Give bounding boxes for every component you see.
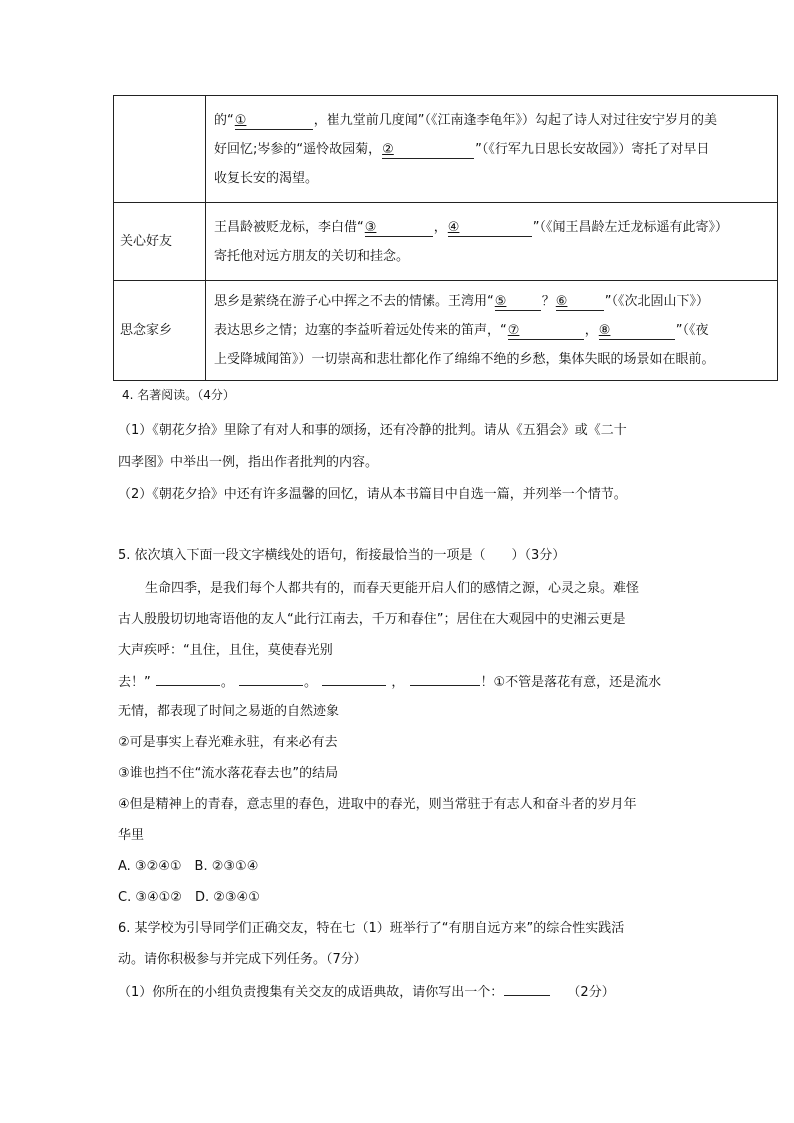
q4-part2: （2）《朝花夕拾》中还有许多温馨的回忆，请从本书篇目中自选一篇，并列举一个情节。 [118, 487, 627, 502]
row-line: 表达思乡之情；边塞的李益听着远处传来的笛声，“⑦ ，⑧ ”（《夜 [214, 323, 709, 338]
q5-passage-line: 无情，都表现了时间之易逝的自然迹象 [118, 704, 340, 719]
row-line: 思乡是萦绕在游子心中挥之不去的情愫。王湾用“⑤ ？⑥ ”（《次北固山下》） [214, 294, 710, 309]
q4-part1-line2: 四孝图》中举出一例，指出作者批判的内容。 [118, 455, 379, 470]
poetry-table [113, 95, 778, 381]
row-content [206, 281, 778, 381]
table-row [114, 203, 778, 281]
q5-option-sentence: ④但是精神上的青春，意志里的春色，进取中的春光，则当常驻于有志人和奋斗者的岁月年 [118, 797, 637, 812]
row-content [206, 203, 778, 281]
row-line: 王昌龄被贬龙标，李白借“③ ，④ ”（《闻王昌龄左迁龙标遥有此寄》） [214, 219, 729, 235]
q6-part1: （1）你所在的小组负责搜集有关交友的成语典故，请你写出一个： （2分） [118, 979, 615, 1000]
q5-choices-ab: A. ③②④① B. ②③①④ [118, 859, 259, 874]
answer-blank-q6[interactable] [504, 979, 550, 996]
q5-option-sentence: ②可是事实上春光难永驻，有来必有去 [118, 735, 338, 750]
answer-blank-7[interactable]: ⑦ [508, 323, 584, 340]
row-label: 思念家乡 [114, 281, 206, 381]
answer-blank-q5-4[interactable] [410, 669, 480, 686]
q5-title: 5. 依次填入下面一段文字横线处的语句，衔接最恰当的一项是（ ）（3分） [118, 548, 566, 563]
q5-blank-line: 去！” 。 。 ， ！①不管是落花有意，还是流水 [118, 669, 661, 690]
q5-option-sentence: ③谁也挡不住“流水落花春去也”的结局 [118, 766, 339, 781]
answer-blank-2[interactable]: ② [382, 142, 474, 159]
q5-passage-line: 生命四季，是我们每个人都共有的，而春天更能开启人们的感情之源，心灵之泉。难怪 [145, 581, 640, 596]
row-label [114, 96, 206, 203]
answer-blank-6[interactable]: ⑥ [556, 294, 604, 311]
row-line: 上受降城闻笛》）一切崇高和悲壮都化作了绵绵不绝的乡愁，集体失眠的场景如在眼前。 [214, 352, 715, 367]
row-label: 关心好友 [114, 203, 206, 281]
answer-blank-q5-3[interactable] [322, 669, 386, 686]
q5-passage-line: 古人殷殷切切地寄语他的友人“此行江南去，千万和春住”；居住在大观园中的史湘云更是 [118, 612, 626, 627]
q6-title-line1: 6. 某学校为引导同学们正确交友，特在七（1）班举行了“有朋自远方来”的综合性实践活 [118, 921, 625, 936]
row-line: 收复长安的渴望。 [214, 170, 319, 186]
answer-blank-q5-2[interactable] [239, 669, 303, 686]
row-line: 寄托他对远方朋友的关切和挂念。 [214, 248, 410, 264]
answer-blank-1[interactable]: ① [235, 113, 313, 130]
q5-choices-cd: C. ③④①② D. ②③④① [118, 890, 260, 905]
table-row [114, 96, 778, 203]
q5-option-sentence: 华里 [118, 828, 145, 843]
q4-title: 4. 名著阅读。（4分） [122, 388, 235, 402]
answer-blank-8[interactable]: ⑧ [599, 323, 675, 340]
q5-passage-line: 大声疾呼：“且住，且住，莫使春光别 [118, 643, 333, 658]
q4-part1-line1: （1）《朝花夕拾》里除了有对人和事的颂扬，还有冷静的批判。请从《五猖会》或《二十 [118, 423, 627, 438]
q6-title-line2: 动。请你积极参与并完成下列任务。（7分） [118, 952, 367, 967]
row-line: 的“① ，崔九堂前几度闻”（《江南逢李龟年》）勾起了诗人对过往安宁岁月的美 [214, 112, 717, 128]
table-row [114, 281, 778, 381]
answer-blank-5[interactable]: ⑤ [495, 294, 541, 311]
row-line: 好回忆;岑参的“遥怜故园菊，② ”（《行军九日思长安故园》）寄托了对早日 [214, 141, 710, 157]
answer-blank-q5-1[interactable] [156, 669, 220, 686]
answer-blank-3[interactable]: ③ [365, 220, 433, 237]
row-content [206, 96, 778, 203]
answer-blank-4[interactable]: ④ [448, 220, 532, 237]
